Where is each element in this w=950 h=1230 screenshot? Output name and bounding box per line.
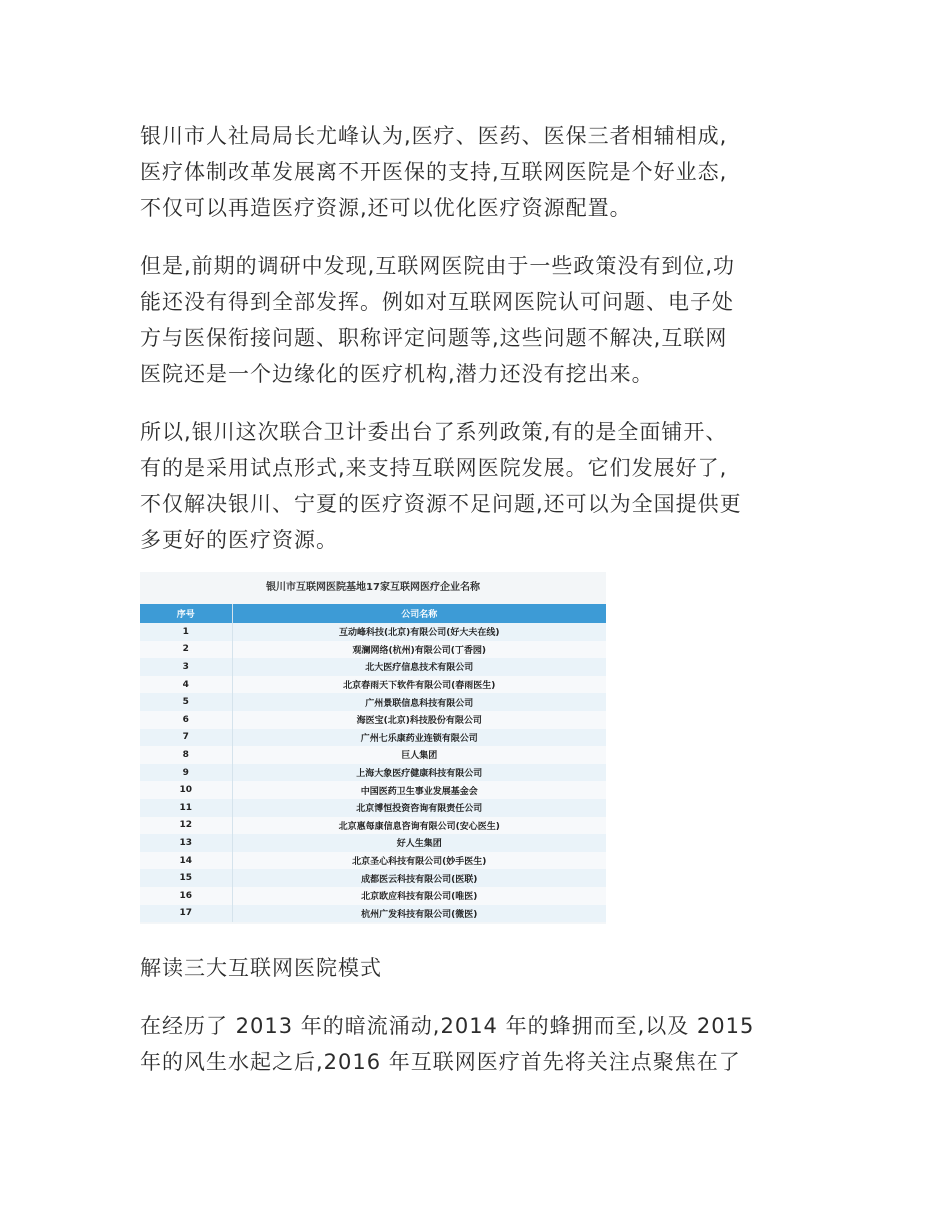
- paragraph-line: 不仅解决银川、宁夏的医疗资源不足问题,还可以为全国提供更: [140, 492, 742, 516]
- table-row: [140, 799, 606, 817]
- row-company-name: 中国医药卫生事业发展基金会: [232, 781, 606, 799]
- table-row: [140, 623, 606, 641]
- row-company-name: 观澜网络(杭州)有限公司(丁香园): [232, 641, 606, 659]
- row-company-name: 北大医疗信息技术有限公司: [232, 658, 606, 676]
- table-row: [140, 746, 606, 764]
- row-company-name: 北京欧应科技有限公司(唯医): [232, 887, 606, 905]
- row-index: 9: [140, 764, 232, 782]
- table-row: [140, 781, 606, 799]
- row-company-name: 北京春雨天下软件有限公司(春雨医生): [232, 676, 606, 694]
- table-row: [140, 711, 606, 729]
- table-row: [140, 729, 606, 747]
- row-index: 6: [140, 711, 232, 729]
- paragraph-line: 多更好的医疗资源。: [140, 528, 338, 552]
- paragraph-line: 医疗体制改革发展离不开医保的支持,互联网医院是个好业态,: [140, 160, 728, 184]
- section-heading: [140, 950, 820, 986]
- paragraph-line: 医院还是一个边缘化的医疗机构,潜力还没有挖出来。: [140, 362, 654, 386]
- row-index: 10: [140, 781, 232, 799]
- row-company-name: 北京博恒投资咨询有限责任公司: [232, 799, 606, 817]
- paragraph-line: 在经历了 2013 年的暗流涌动,2014 年的蜂拥而至,以及 2015: [140, 1014, 755, 1038]
- table-row: [140, 869, 606, 887]
- row-company-name: 巨人集团: [232, 746, 606, 764]
- row-company-name: 海医宝(北京)科技股份有限公司: [232, 711, 606, 729]
- paragraph-line: 但是,前期的调研中发现,互联网医院由于一些政策没有到位,功: [140, 254, 736, 278]
- row-index: 1: [140, 623, 232, 641]
- row-company-name: 北京惠每康信息咨询有限公司(安心医生): [232, 817, 606, 835]
- row-index: 5: [140, 693, 232, 711]
- paragraph-line: 有的是采用试点形式,来支持互联网医院发展。它们发展好了,: [140, 456, 728, 480]
- row-index: 7: [140, 729, 232, 747]
- table-row: [140, 764, 606, 782]
- heading-text: 解读三大互联网医院模式: [140, 956, 382, 980]
- company-table-image: [140, 572, 606, 924]
- row-index: 16: [140, 887, 232, 905]
- header-index: 序号: [140, 604, 232, 623]
- paragraph-line: 能还没有得到全部发挥。例如对互联网医院认可问题、电子处: [140, 290, 734, 314]
- table-row: [140, 905, 606, 923]
- paragraph-line: 年的风生水起之后,2016 年互联网医疗首先将关注点聚焦在了: [140, 1050, 741, 1074]
- paragraph-4: [140, 1008, 820, 1080]
- paragraph-2: [140, 248, 820, 392]
- header-company: 公司名称: [232, 604, 606, 623]
- company-table: [140, 604, 606, 922]
- row-index: 2: [140, 641, 232, 659]
- row-company-name: 北京圣心科技有限公司(妙手医生): [232, 852, 606, 870]
- row-index: 17: [140, 905, 232, 923]
- table-row: [140, 676, 606, 694]
- row-company-name: 上海大象医疗健康科技有限公司: [232, 764, 606, 782]
- table-row: [140, 852, 606, 870]
- paragraph-3: [140, 414, 820, 558]
- row-index: 11: [140, 799, 232, 817]
- row-company-name: 广州景联信息科技有限公司: [232, 693, 606, 711]
- row-company-name: 杭州广发科技有限公司(微医): [232, 905, 606, 923]
- row-index: 13: [140, 834, 232, 852]
- row-index: 4: [140, 676, 232, 694]
- row-index: 15: [140, 869, 232, 887]
- table-row: [140, 887, 606, 905]
- table-title: 银川市互联网医院基地17家互联网医疗企业名称: [266, 582, 480, 593]
- paragraph-1: [140, 118, 820, 226]
- table-row: [140, 658, 606, 676]
- row-company-name: 好人生集团: [232, 834, 606, 852]
- table-row: [140, 817, 606, 835]
- table-row: [140, 693, 606, 711]
- table-row: [140, 834, 606, 852]
- paragraph-line: 不仅可以再造医疗资源,还可以优化医疗资源配置。: [140, 196, 632, 220]
- row-company-name: 互动峰科技(北京)有限公司(好大夫在线): [232, 623, 606, 641]
- row-index: 14: [140, 852, 232, 870]
- row-company-name: 成都医云科技有限公司(医联): [232, 869, 606, 887]
- row-index: 8: [140, 746, 232, 764]
- row-index: 3: [140, 658, 232, 676]
- paragraph-line: 银川市人社局局长尤峰认为,医疗、医药、医保三者相辅相成,: [140, 124, 728, 148]
- table-row: [140, 641, 606, 659]
- paragraph-line: 所以,银川这次联合卫计委出台了系列政策,有的是全面铺开、: [140, 420, 728, 444]
- table-header-row: [140, 604, 606, 623]
- paragraph-line: 方与医保衔接问题、职称评定问题等,这些问题不解决,互联网: [140, 326, 728, 350]
- row-company-name: 广州七乐康药业连锁有限公司: [232, 729, 606, 747]
- row-index: 12: [140, 817, 232, 835]
